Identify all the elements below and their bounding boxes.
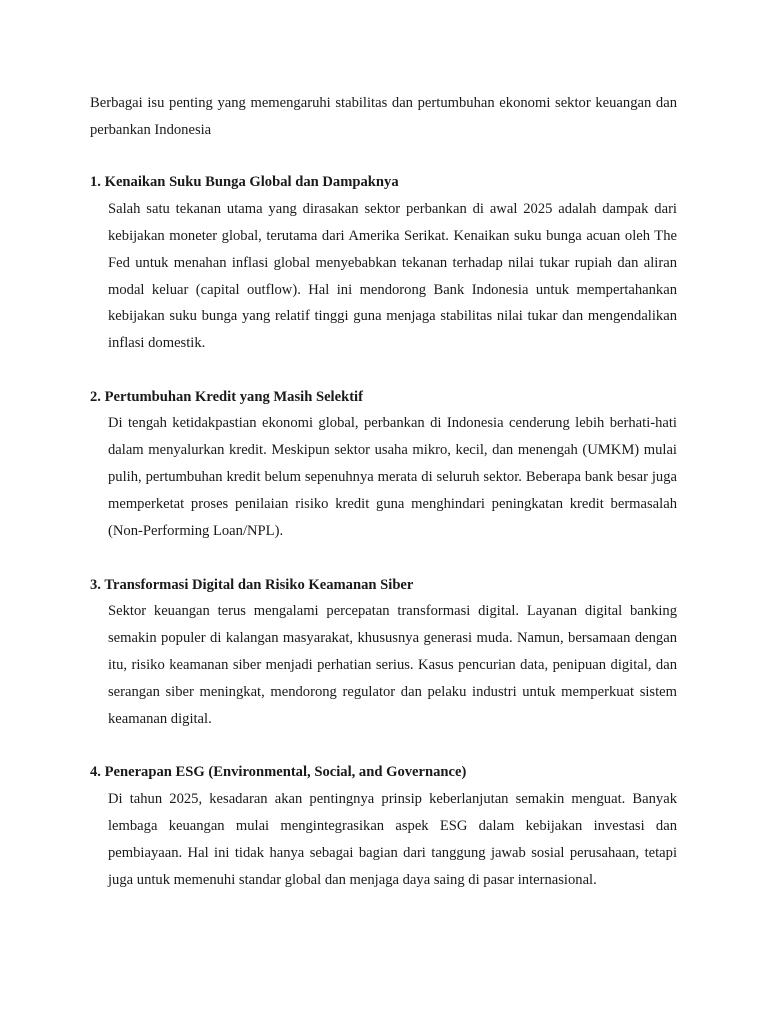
section-title: 4. Penerapan ESG (Environmental, Social, and Governance) xyxy=(90,764,467,781)
section-body: Salah satu tekanan utama yang dirasakan sektor perbankan di awal 2025 adalah dampak dari kebijakan moneter global, terutama dari Amerika Serikat. Kenaikan suku bunga acuan oleh The Fed untuk menahan inflasi global menyebabkan tekanan terhadap nilai tukar rupiah dan aliran modal keluar (capital outflow). Hal ini mendorong Bank Indonesia untuk mempertahankan kebijakan suku bunga yang relatif tinggi guna menjaga stabilitas nilai tukar dan mengendalikan inflasi domestik. xyxy=(108,200,677,352)
section-title: 3. Transformasi Digital dan Risiko Keamanan Siber xyxy=(90,576,414,593)
section-pertumbuhan-kredit xyxy=(90,384,677,545)
section-transformasi-digital xyxy=(90,572,677,733)
section-suku-bunga xyxy=(90,169,677,357)
section-body: Di tengah ketidakpastian ekonomi global, perbankan di Indonesia cenderung lebih berhati-hati dalam menyalurkan kredit. Meskipun sektor usaha mikro, kecil, dan menengah (UMKM) mulai pulih, pertumbuhan kredit belum sepenuhnya merata di seluruh sektor. Beberapa bank besar juga memperketat proses penilaian risiko kredit guna menghindari peningkatan kredit bermasalah (Non-Performing Loan/NPL). xyxy=(108,415,677,540)
section-body: Sektor keuangan terus mengalami percepatan transformasi digital. Layanan digital banking semakin populer di kalangan masyarakat, khususnya generasi muda. Namun, bersamaan dengan itu, risiko keamanan siber menjadi perhatian serius. Kasus pencurian data, penipuan digital, dan serangan siber meningkat, mendorong regulator dan pelaku industri untuk memperkuat sistem keamanan digital. xyxy=(108,603,677,727)
section-title: 1. Kenaikan Suku Bunga Global dan Dampaknya xyxy=(90,174,399,191)
section-body: Di tahun 2025, kesadaran akan pentingnya prinsip keberlanjutan semakin menguat. Banyak lembaga keuangan mulai mengintegrasikan aspek ESG dalam kebijakan investasi dan pembiayaan. Hal ini tidak hanya sebagai bagian dari tanggung jawab sosial perusahaan, tetapi juga untuk memenuhi standar global dan menjaga daya saing di pasar internasional. xyxy=(108,790,677,888)
intro-paragraph: Berbagai isu penting yang memengaruhi stabilitas dan pertumbuhan ekonomi sektor keuangan dan perbankan Indonesia xyxy=(90,95,677,138)
section-title: 2. Pertumbuhan Kredit yang Masih Selektif xyxy=(90,388,363,405)
section-esg xyxy=(90,759,677,893)
document-page xyxy=(90,90,677,920)
